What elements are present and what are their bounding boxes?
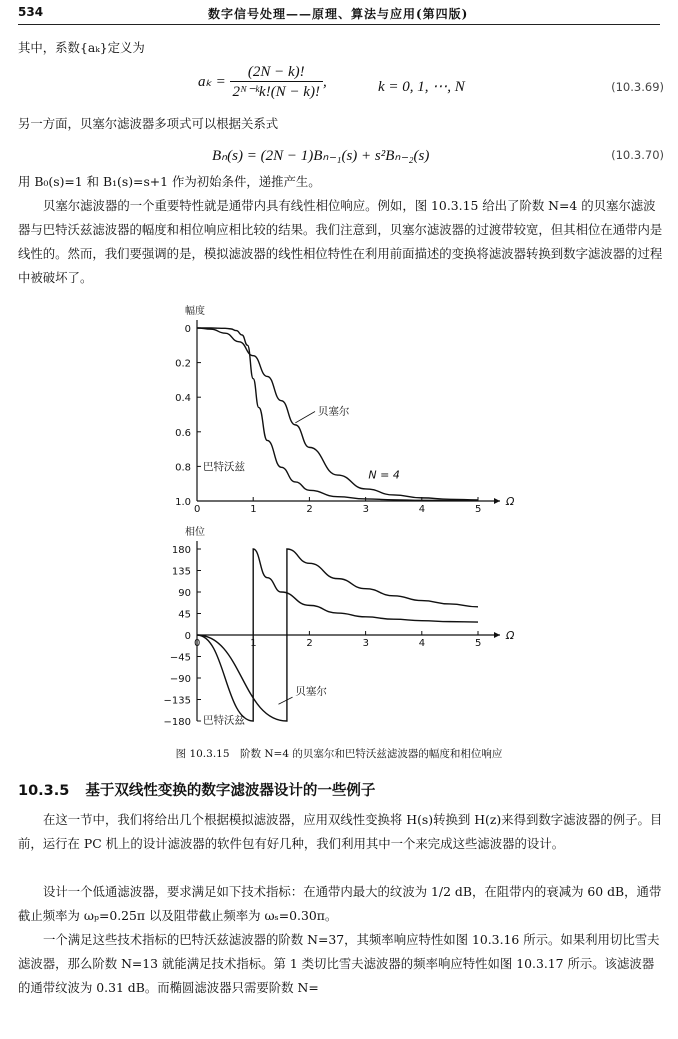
eq69-condition: k = 0, 1, ⋯, N — [378, 79, 465, 95]
equation-10-3-69 — [198, 64, 327, 101]
running-header — [18, 4, 660, 25]
phase-x-axis-label: Ω — [506, 629, 515, 642]
section-heading — [18, 779, 375, 800]
running-title: 数字信号处理——原理、算法与应用(第四版) — [208, 7, 469, 21]
eq69-numerator: (2N − k)! — [230, 64, 323, 82]
mag-x-tick-label: 0 — [194, 504, 201, 515]
mag-series-label-butterworth: 巴特沃兹 — [203, 460, 245, 473]
mag-x-axis-label: Ω — [506, 495, 515, 508]
phase-y-tick-label: 90 — [178, 588, 191, 599]
phase-x-arrow — [494, 632, 500, 638]
phase-plot — [164, 525, 515, 728]
mag-y-tick-label: 0 — [184, 324, 191, 335]
phase-y-tick-label: 45 — [178, 609, 191, 621]
mag-x-arrow — [494, 498, 500, 504]
initial-condition-text: 用 B₀(s)=1 和 B₁(s)=s+1 作为初始条件，递推产生。 — [18, 174, 321, 189]
phase-y-tick-label: 180 — [171, 545, 191, 556]
mag-x-tick-label: 2 — [306, 504, 313, 515]
eq69-denominator: 2ᴺ⁻ᵏk!(N − k)! — [232, 84, 320, 100]
eq69-number: (10.3.69) — [611, 80, 664, 94]
section-paragraph-2: 设计一个低通滤波器，要求满足如下技术指标：在通带内最大的纹波为 1/2 dB，在阻带内的衰减为 60 dB，通带截止频率为 ωₚ=0.25π 以及阻带截止频率为 ωₛ=0.30π。 — [18, 884, 662, 923]
magnitude-plot — [175, 304, 515, 515]
phase-x-tick-label: 2 — [306, 638, 313, 649]
eq69-lhs: aₖ = — [198, 73, 226, 90]
mag-x-tick-label: 3 — [362, 504, 369, 515]
mag-x-tick-label: 5 — [475, 504, 482, 515]
figure-10-3-15 — [0, 295, 678, 735]
mag-y-tick-label: 0.6 — [175, 427, 191, 439]
phase-x-tick-label: 3 — [362, 638, 369, 649]
mag-annotation-order: N = 4 — [368, 468, 400, 482]
phase-series-label-butterworth: 巴特沃兹 — [203, 714, 245, 727]
phase-y-tick-label: −180 — [163, 717, 191, 728]
eq70-number: (10.3.70) — [611, 148, 664, 162]
section-paragraph-1: 在这一节中，我们将给出几个根据模拟滤波器，应用双线性变换将 H(s)转换到 H(z)来得到数字滤波器的例子。目前，运行在 PC 机上的设计滤波器的软件包有好几种，我们利用其中一个来完成这些滤波器的设计。 — [18, 812, 663, 851]
recurrence-intro-text: 另一方面，贝塞尔滤波器多项式可以根据关系式 — [18, 116, 279, 131]
phase-bessel-pointer — [278, 697, 292, 704]
mag-x-tick-label: 1 — [250, 504, 257, 515]
mag-y-tick-label: 0.4 — [175, 393, 191, 405]
phase-y-tick-label: −135 — [163, 695, 191, 707]
phase-x-tick-label: 0 — [194, 638, 201, 649]
section-paragraph-3: 一个满足这些技术指标的巴特沃兹滤波器的阶数 N=37，其频率响应特性如图 10.3.16 所示。如果利用切比雪夫滤波器，那么阶数 N=13 就能满足技术指标。第 1 类切比雪夫滤波器的频率响应特性如图 10.3.17 所示。该滤波器的通带纹波为 0.31 dB。而椭圆滤波器只需要阶数 N= — [18, 932, 660, 995]
mag-x-tick-label: 4 — [418, 504, 426, 515]
equation-10-3-70: Bₙ(s) = (2N − 1)Bₙ₋₁(s) + s²Bₙ₋₂(s) — [212, 148, 430, 164]
phase-y-tick-label: 0 — [184, 631, 191, 642]
phase-x-tick-label: 1 — [250, 638, 257, 649]
mag-y-tick-label: 0.2 — [175, 358, 191, 370]
mag-y-tick-label: 0.8 — [175, 462, 191, 474]
section-title: 基于双线性变换的数字滤波器设计的一些例子 — [85, 783, 376, 799]
eq69-fraction — [230, 64, 323, 101]
phase-y-tick-label: −90 — [169, 674, 191, 685]
mag-series-label-bessel: 贝塞尔 — [317, 405, 350, 418]
mag-y-tick-label: 1.0 — [175, 497, 191, 508]
phase-y-tick-label: 135 — [171, 566, 191, 578]
eq69-comma: , — [322, 73, 327, 90]
phase-x-tick-label: 4 — [418, 638, 426, 649]
phase-y-axis-label: 相位 — [185, 527, 205, 538]
section-number: 10.3.5 — [18, 783, 70, 799]
mag-bessel-pointer — [295, 412, 315, 423]
page-number: 534 — [18, 5, 44, 19]
bessel-property-paragraph: 贝塞尔滤波器的一个重要特性就是通带内具有线性相位响应。例如，图 10.3.15 给出了阶数 N=4 的贝塞尔滤波器与巴特沃兹滤波器的幅度和相位响应相比较的结果。我们注意到，贝塞尔滤波器的过渡带较宽，但其相位在通带内是线性的。然而，我们要强调的是，模拟滤波器的线性相位特性在利用前面描述的变换将滤波器转换到数字滤波器的过程中被破坏了。 — [18, 198, 663, 285]
phase-y-tick-label: −45 — [169, 652, 191, 664]
phase-x-tick-label: 5 — [475, 638, 482, 649]
coeff-intro-text: 其中，系数{aₖ}定义为 — [18, 40, 145, 55]
phase-series-label-bessel: 贝塞尔 — [295, 685, 327, 698]
figure-caption: 图 10.3.15 阶数 N=4 的贝塞尔和巴特沃兹滤波器的幅度和相位响应 — [175, 748, 503, 760]
mag-y-axis-label: 幅度 — [185, 306, 205, 317]
